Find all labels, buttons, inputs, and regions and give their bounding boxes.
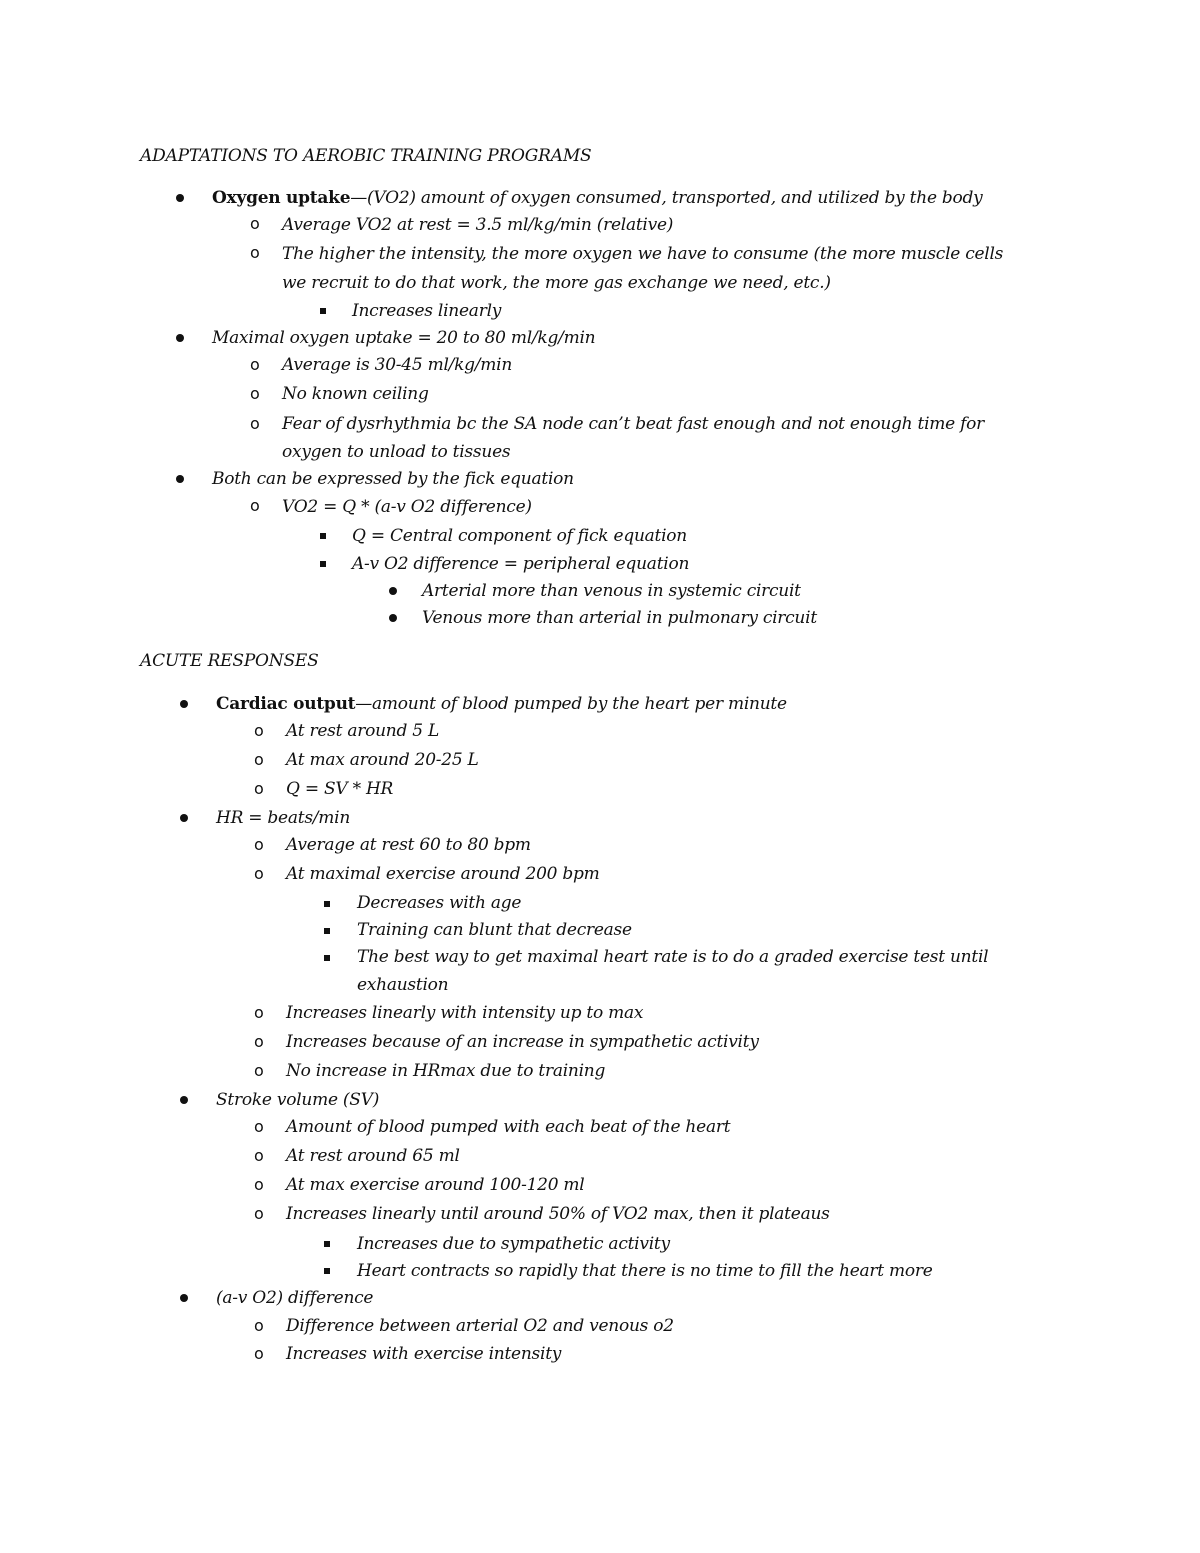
circle-bullet-icon: o — [254, 1204, 264, 1223]
bullet-dot-icon — [180, 814, 188, 822]
list-item: The best way to get maximal heart rate is to do a graded exercise test until — [357, 947, 989, 967]
circle-bullet-icon: o — [250, 496, 260, 515]
circle-bullet-icon: o — [254, 1146, 264, 1165]
circle-bullet-icon: o — [250, 384, 260, 403]
list-item: (a-v O2) difference — [216, 1288, 374, 1308]
circle-bullet-icon: o — [254, 1117, 264, 1136]
list-item: At rest around 5 L — [286, 721, 440, 741]
circle-bullet-icon: o — [254, 1175, 264, 1194]
square-bullet-icon — [324, 1268, 330, 1274]
list-item — [212, 184, 983, 212]
list-item: The higher the intensity, the more oxygen we have to consume (the more muscle cells — [282, 244, 1004, 264]
bullet-dot-icon — [176, 194, 184, 202]
circle-bullet-icon: o — [250, 355, 260, 374]
list-item: At maximal exercise around 200 bpm — [286, 864, 600, 884]
circle-bullet-icon: o — [254, 779, 264, 798]
list-item-continued: exhaustion — [357, 975, 449, 995]
list-item: A-v O2 difference = peripheral equation — [352, 554, 690, 574]
list-item — [216, 690, 787, 718]
square-bullet-icon — [320, 561, 326, 567]
section-heading-aerobic: ADAPTATIONS TO AEROBIC TRAINING PROGRAMS — [140, 146, 592, 166]
list-item: Decreases with age — [357, 893, 522, 913]
circle-bullet-icon: o — [250, 414, 260, 433]
bullet-dot-icon — [389, 614, 397, 622]
list-item: Heart contracts so rapidly that there is no time to fill the heart more — [357, 1261, 933, 1281]
circle-bullet-icon: o — [254, 721, 264, 740]
list-item: Average is 30-45 ml/kg/min — [282, 355, 513, 375]
definition: —amount of blood pumped by the heart per minute — [355, 694, 787, 714]
list-item: Maximal oxygen uptake = 20 to 80 ml/kg/min — [212, 328, 596, 348]
list-item: Both can be expressed by the fick equation — [212, 469, 574, 489]
list-item: Q = SV * HR — [286, 779, 394, 799]
list-item: No increase in HRmax due to training — [286, 1061, 606, 1081]
term-cardiac-output: Cardiac output — [216, 694, 356, 714]
circle-bullet-icon: o — [254, 1061, 264, 1080]
square-bullet-icon — [320, 533, 326, 539]
list-item: HR = beats/min — [216, 808, 351, 828]
list-item: Average at rest 60 to 80 bpm — [286, 835, 531, 855]
bullet-dot-icon — [180, 1294, 188, 1302]
list-item: Increases due to sympathetic activity — [357, 1234, 670, 1254]
circle-bullet-icon: o — [254, 750, 264, 769]
circle-bullet-icon: o — [254, 1344, 264, 1363]
list-item: Amount of blood pumped with each beat of the heart — [286, 1117, 731, 1137]
list-item: At max exercise around 100-120 ml — [286, 1175, 585, 1195]
circle-bullet-icon: o — [254, 1032, 264, 1051]
square-bullet-icon — [324, 1241, 330, 1247]
circle-bullet-icon: o — [250, 214, 260, 233]
square-bullet-icon — [320, 308, 326, 314]
list-item: At rest around 65 ml — [286, 1146, 460, 1166]
list-item: No known ceiling — [282, 384, 429, 404]
circle-bullet-icon: o — [254, 1316, 264, 1335]
list-item: Fear of dysrhythmia bc the SA node can’t beat fast enough and not enough time for — [282, 414, 985, 434]
list-item-continued: we recruit to do that work, the more gas exchange we need, etc.) — [282, 273, 831, 293]
circle-bullet-icon: o — [254, 835, 264, 854]
square-bullet-icon — [324, 928, 330, 934]
square-bullet-icon — [324, 901, 330, 907]
list-item: Increases because of an increase in sympathetic activity — [286, 1032, 759, 1052]
bullet-dot-icon — [180, 1096, 188, 1104]
list-item: At max around 20-25 L — [286, 750, 479, 770]
list-item: VO2 = Q * (a-v O2 difference) — [282, 497, 532, 517]
list-item: Average VO2 at rest = 3.5 ml/kg/min (relative) — [282, 215, 674, 235]
list-item: Increases linearly — [352, 301, 502, 321]
list-item: Difference between arterial O2 and venous o2 — [286, 1316, 674, 1336]
list-item: Venous more than arterial in pulmonary circuit — [422, 608, 817, 628]
list-item: Increases linearly until around 50% of VO2 max, then it plateaus — [286, 1204, 830, 1224]
bullet-dot-icon — [389, 587, 397, 595]
list-item: Q = Central component of fick equation — [352, 526, 687, 546]
list-item: Increases with exercise intensity — [286, 1344, 562, 1364]
list-item: Increases linearly with intensity up to max — [286, 1003, 644, 1023]
circle-bullet-icon: o — [254, 864, 264, 883]
bullet-dot-icon — [180, 700, 188, 708]
list-item: Stroke volume (SV) — [216, 1090, 380, 1110]
definition: —(VO2) amount of oxygen consumed, transported, and utilized by the body — [350, 188, 983, 208]
list-item: Arterial more than venous in systemic circuit — [422, 581, 801, 601]
bullet-dot-icon — [176, 334, 184, 342]
square-bullet-icon — [324, 955, 330, 961]
bullet-dot-icon — [176, 475, 184, 483]
term-oxygen-uptake: Oxygen uptake — [212, 188, 351, 208]
circle-bullet-icon: o — [254, 1003, 264, 1022]
list-item-continued: oxygen to unload to tissues — [282, 442, 511, 462]
circle-bullet-icon: o — [250, 243, 260, 262]
section-heading-acute: ACUTE RESPONSES — [140, 651, 319, 671]
list-item: Training can blunt that decrease — [357, 920, 632, 940]
